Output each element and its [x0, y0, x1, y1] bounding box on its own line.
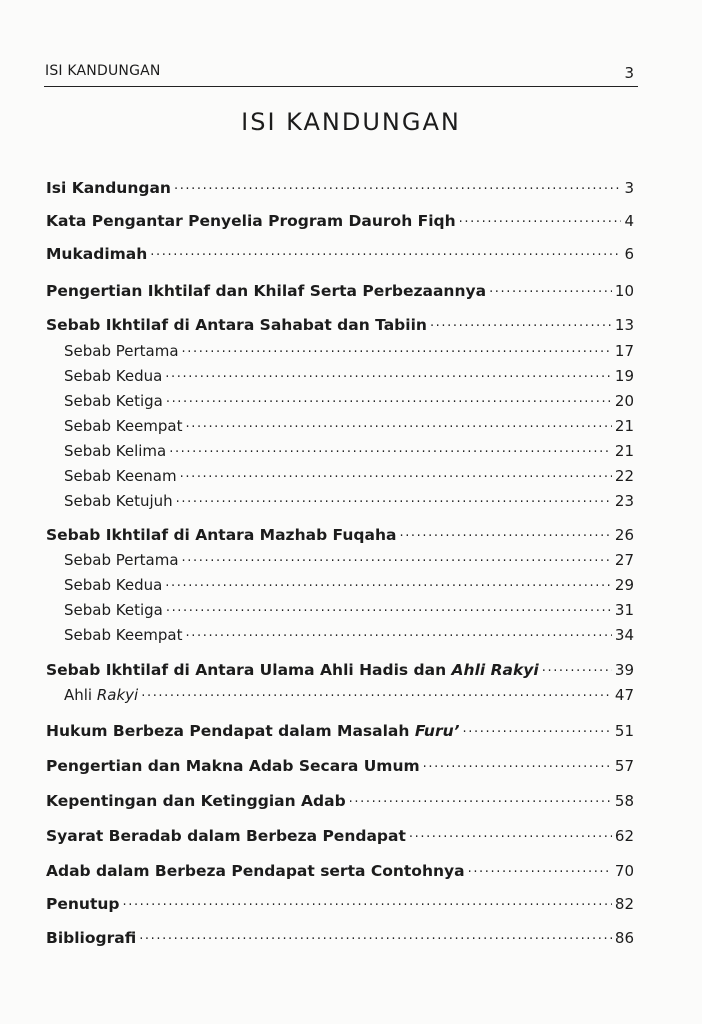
- toc-entry-label: [64, 417, 183, 435]
- toc-page-number: 39: [614, 660, 634, 679]
- dot-leader: [122, 893, 611, 909]
- toc-entry-label: [64, 392, 163, 410]
- toc-entry-text: Sebab Ketiga: [64, 601, 163, 619]
- dot-leader: [468, 860, 612, 876]
- toc-entry: [46, 720, 634, 746]
- toc-entry-text: Pengertian Ikhtilaf dan Khilaf Serta Perbezaannya: [46, 281, 487, 300]
- toc-entry: [46, 927, 634, 953]
- toc-entry-text: Sebab Ikhtilaf di Antara Mazhab Fuqaha: [46, 525, 397, 544]
- toc-page-number: 51: [614, 721, 634, 740]
- dot-leader: [409, 825, 612, 841]
- toc-page-number: 62: [614, 826, 634, 845]
- toc-entry-label: [64, 342, 179, 360]
- dot-leader: [180, 466, 612, 481]
- toc-entry-label: [46, 179, 171, 197]
- toc-entry: [46, 893, 634, 919]
- toc-subentry: [46, 625, 634, 651]
- toc-entry-label: [46, 862, 465, 880]
- dot-leader: [186, 625, 612, 640]
- toc-entry: [46, 860, 634, 886]
- dot-leader: [166, 391, 612, 406]
- dot-leader: [423, 755, 612, 771]
- dot-leader: [169, 441, 612, 456]
- toc-page-number: 23: [614, 492, 634, 510]
- toc-entry-label: [46, 895, 119, 913]
- toc-page-number: 31: [614, 601, 634, 619]
- running-header: [44, 62, 638, 87]
- dot-leader: [430, 314, 612, 330]
- toc-entry-text: Sebab Keenam: [64, 467, 177, 485]
- toc-entry-label: [46, 526, 396, 544]
- toc-entry-text: Sebab Keempat: [64, 417, 183, 435]
- toc-entry-label: [46, 316, 427, 334]
- toc-subentry: [46, 575, 634, 601]
- toc-entry-label: [64, 576, 162, 594]
- toc-entry-label: [46, 212, 456, 230]
- dot-leader: [463, 720, 612, 736]
- toc-entry-label: [46, 929, 136, 947]
- toc-entry-text: Isi Kandungan: [46, 178, 171, 197]
- toc-entry: [46, 755, 634, 781]
- toc-entry-italic-text: Rakyi: [96, 686, 139, 704]
- toc-entry-text: Hukum Berbeza Pendapat dalam Masalah: [46, 721, 415, 740]
- toc-entry: [46, 825, 634, 851]
- dot-leader: [399, 524, 611, 540]
- toc-subentry: [46, 366, 634, 392]
- toc-entry-text: Sebab Ketiga: [64, 392, 163, 410]
- toc-entry: [46, 524, 634, 550]
- toc-page-number: 70: [614, 861, 634, 880]
- toc-page-number: 58: [614, 791, 634, 810]
- dot-leader: [141, 685, 612, 700]
- toc-entry: [46, 243, 634, 269]
- toc-entry-text: Syarat Beradab dalam Berbeza Pendapat: [46, 826, 406, 845]
- dot-leader: [139, 927, 612, 943]
- toc-entry-label: [46, 757, 420, 775]
- toc-page-number: 13: [614, 315, 634, 334]
- toc-entry: [46, 314, 634, 340]
- toc-page-number: 4: [624, 211, 634, 230]
- toc-entry-label: [46, 792, 346, 810]
- toc-entry-text: Bibliografi: [46, 928, 137, 947]
- toc-page-number: 29: [614, 576, 634, 594]
- dot-leader: [166, 600, 612, 615]
- toc-entry: [46, 280, 634, 306]
- toc-page-number: 27: [614, 551, 634, 569]
- dot-leader: [176, 491, 612, 506]
- toc-page-number: 21: [614, 442, 634, 460]
- dot-leader: [165, 575, 612, 590]
- toc-entry-label: [64, 467, 177, 485]
- toc-page-number: 57: [614, 756, 634, 775]
- toc-entry-italic-text: Furu’: [414, 721, 460, 740]
- toc-entry-label: [46, 661, 539, 679]
- toc-entry-text: Kata Pengantar Penyelia Program Dauroh Fiqh: [46, 211, 456, 230]
- toc-entry-label: [46, 282, 486, 300]
- toc-entry-label: [46, 245, 147, 263]
- toc-entry-label: [64, 686, 138, 704]
- toc-subentry: [46, 391, 634, 417]
- toc-page-number: 82: [614, 894, 634, 913]
- toc-subentry: [46, 491, 634, 517]
- toc-page-number: 20: [614, 392, 634, 410]
- toc-entry-text: Ahli: [64, 686, 97, 704]
- toc-entry-text: Pengertian dan Makna Adab Secara Umum: [46, 756, 420, 775]
- toc-entry-text: Penutup: [46, 894, 120, 913]
- toc-entry-text: Kepentingan dan Ketinggian Adab: [46, 791, 346, 810]
- toc-page-number: 22: [614, 467, 634, 485]
- toc-subentry: [46, 685, 634, 711]
- toc-entry-label: [64, 442, 166, 460]
- toc-page-number: 19: [614, 367, 634, 385]
- toc-subentry: [46, 441, 634, 467]
- toc-entry-text: Sebab Kelima: [64, 442, 167, 460]
- toc-subentry: [46, 341, 634, 367]
- toc-entry: [46, 177, 634, 203]
- dot-leader: [349, 790, 612, 806]
- toc-entry-text: Sebab Pertama: [64, 342, 179, 360]
- toc-entry-text: Sebab Keempat: [64, 626, 183, 644]
- toc-entry-label: [64, 367, 162, 385]
- toc-entry-italic-text: Ahli Rakyi: [451, 660, 539, 679]
- toc-entry-label: [64, 551, 179, 569]
- toc-subentry: [46, 600, 634, 626]
- toc-page-number: 3: [624, 178, 634, 197]
- dot-leader: [186, 416, 612, 431]
- dot-leader: [182, 341, 612, 356]
- toc-entry-text: Sebab Ketujuh: [64, 492, 173, 510]
- toc-entry-text: Mukadimah: [46, 244, 148, 263]
- toc-entry-text: Adab dalam Berbeza Pendapat serta Contohnya: [46, 861, 465, 880]
- dot-leader: [150, 243, 621, 259]
- toc-page-number: 10: [614, 281, 634, 300]
- toc-subentry: [46, 466, 634, 492]
- page-title: ISI KANDUNGAN: [241, 108, 461, 136]
- page-number: 3: [624, 64, 634, 82]
- dot-leader: [489, 280, 612, 296]
- toc-subentry: [46, 550, 634, 576]
- dot-leader: [174, 177, 621, 193]
- toc-entry-text: Sebab Pertama: [64, 551, 179, 569]
- toc-entry-label: [64, 626, 183, 644]
- toc-entry: [46, 210, 634, 236]
- toc-subentry: [46, 416, 634, 442]
- toc-entry-text: Sebab Kedua: [64, 576, 163, 594]
- toc-entry-text: Sebab Ikhtilaf di Antara Ulama Ahli Hadis dan: [46, 660, 452, 679]
- toc-entry-label: [46, 722, 460, 740]
- toc-page-number: 86: [614, 928, 634, 947]
- dot-leader: [542, 659, 612, 675]
- toc-entry: [46, 659, 634, 685]
- dot-leader: [165, 366, 612, 381]
- running-title: ISI KANDUNGAN: [45, 63, 161, 79]
- toc-page-number: 6: [624, 244, 634, 263]
- toc-entry-text: Sebab Ikhtilaf di Antara Sahabat dan Tabiin: [46, 315, 427, 334]
- toc-page-number: 26: [614, 525, 634, 544]
- toc-entry: [46, 790, 634, 816]
- dot-leader: [182, 550, 612, 565]
- dot-leader: [459, 210, 622, 226]
- toc-entry-label: [64, 492, 173, 510]
- toc-page-number: 47: [614, 686, 634, 704]
- toc-page-number: 17: [614, 342, 634, 360]
- toc-entry-label: [64, 601, 163, 619]
- toc-page-number: 34: [614, 626, 634, 644]
- toc-entry-label: [46, 827, 406, 845]
- toc-page-number: 21: [614, 417, 634, 435]
- toc-entry-text: Sebab Kedua: [64, 367, 163, 385]
